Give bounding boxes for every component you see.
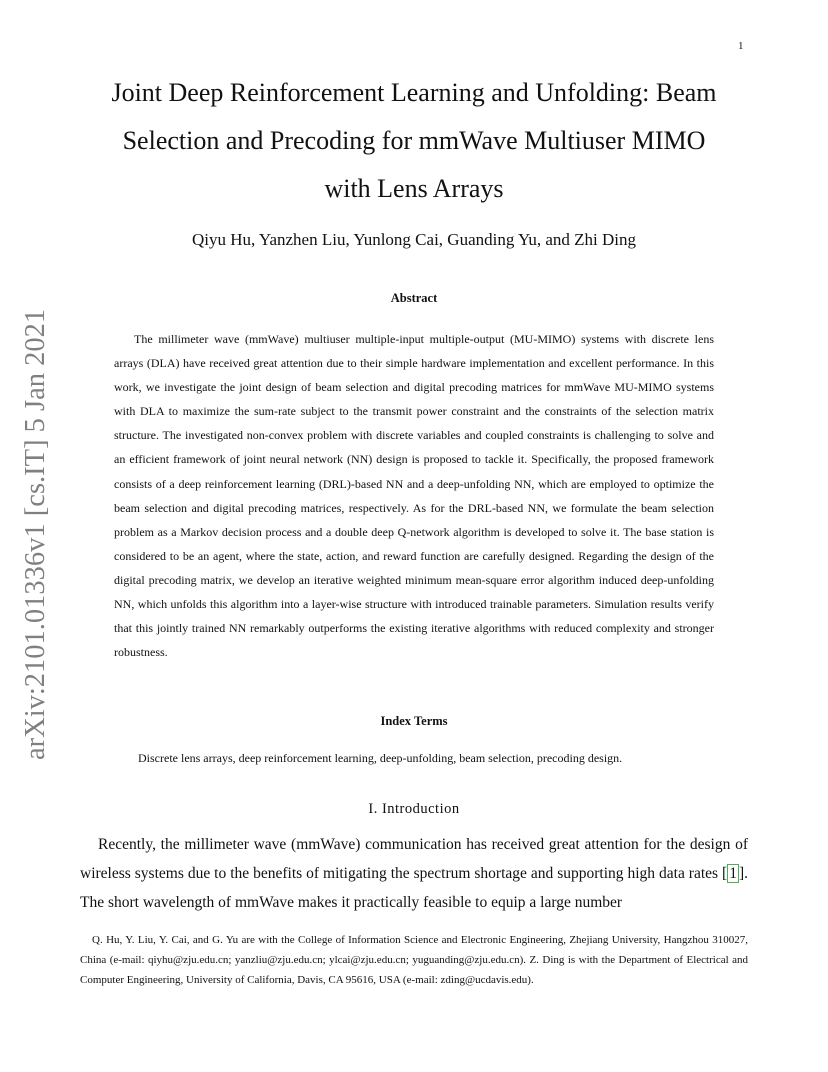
- introduction-text: Recently, the millimeter wave (mmWave) communication has received great attention for the design of wireless systems due to the benefits of mitigating the spectrum shortage and supporting high data rates [: [80, 836, 748, 882]
- page-number: 1: [738, 40, 744, 52]
- index-terms-body: Discrete lens arrays, deep reinforcement learning, deep-unfolding, beam selection, precoding design.: [138, 751, 623, 765]
- introduction-heading: I. Introduction: [368, 801, 460, 817]
- citation-link[interactable]: 1: [729, 865, 737, 882]
- abstract-heading: Abstract: [390, 291, 438, 305]
- paper-title: [70, 69, 758, 213]
- title-line: with Lens Arrays: [324, 174, 504, 203]
- author-affiliation-footnote: Q. Hu, Y. Liu, Y. Cai, and G. Yu are with the College of Information Science and Electronic Engineering, Zhejiang University, Hangzhou 310027, China (e-mail: qiyhu@zju.edu.cn; yanzliu@zju.edu.cn; ylcai@zju.edu.cn; yuguanding@zju.edu.cn). Z. Ding is with the Department of Electrical and Computer Engineering, University of California, Davis, CA 95616, USA (e-mail: zding@ucdavis.edu).: [80, 934, 748, 986]
- introduction-text: ]. The short wavelength of mmWave makes it practically feasible to equip a large number: [80, 865, 748, 911]
- introduction-body: [80, 830, 748, 917]
- title-line: Selection and Precoding for mmWave Multiuser MIMO: [122, 126, 706, 155]
- title-line: Joint Deep Reinforcement Learning and Unfolding: Beam: [111, 78, 717, 107]
- arxiv-identifier-stamp: arXiv:2101.01336v1 [cs.IT] 5 Jan 2021: [20, 308, 51, 760]
- abstract-body: The millimeter wave (mmWave) multiuser multiple-input multiple-output (MU-MIMO) systems with discrete lens arrays (DLA) have received great attention due to their simple hardware implementation and excellent performance. In this work, we investigate the joint design of beam selection and digital precoding matrices for mmWave MU-MIMO systems with DLA to maximize the sum-rate subject to the transmit power constraint and the constraints of the selection matrix structure. The investigated non-convex problem with discrete variables and coupled constraints is challenging to solve and an efficient framework of joint neural network (NN) design is proposed to tackle it. Specifically, the proposed framework consists of a deep reinforcement learning (DRL)-based NN and a deep-unfolding NN, which are employed to optimize the beam selection and digital precoding matrices, respectively. As for the DRL-based NN, we formulate the beam selection problem as a Markov decision process and a double deep Q-network algorithm is developed to solve it. The base station is considered to be an agent, where the state, action, and reward function are carefully designed. Regarding the design of the digital precoding matrix, we develop an iterative weighted minimum mean-square error algorithm induced deep-unfolding NN, which unfolds this algorithm into a layer-wise structure with introduced trainable parameters. Simulation results verify that this jointly trained NN remarkably outperforms the existing iterative algorithms with reduced complexity and stronger robustness.: [114, 332, 714, 660]
- index-terms-heading: Index Terms: [380, 714, 448, 728]
- author-list: Qiyu Hu, Yanzhen Liu, Yunlong Cai, Guanding Yu, and Zhi Ding: [191, 230, 637, 249]
